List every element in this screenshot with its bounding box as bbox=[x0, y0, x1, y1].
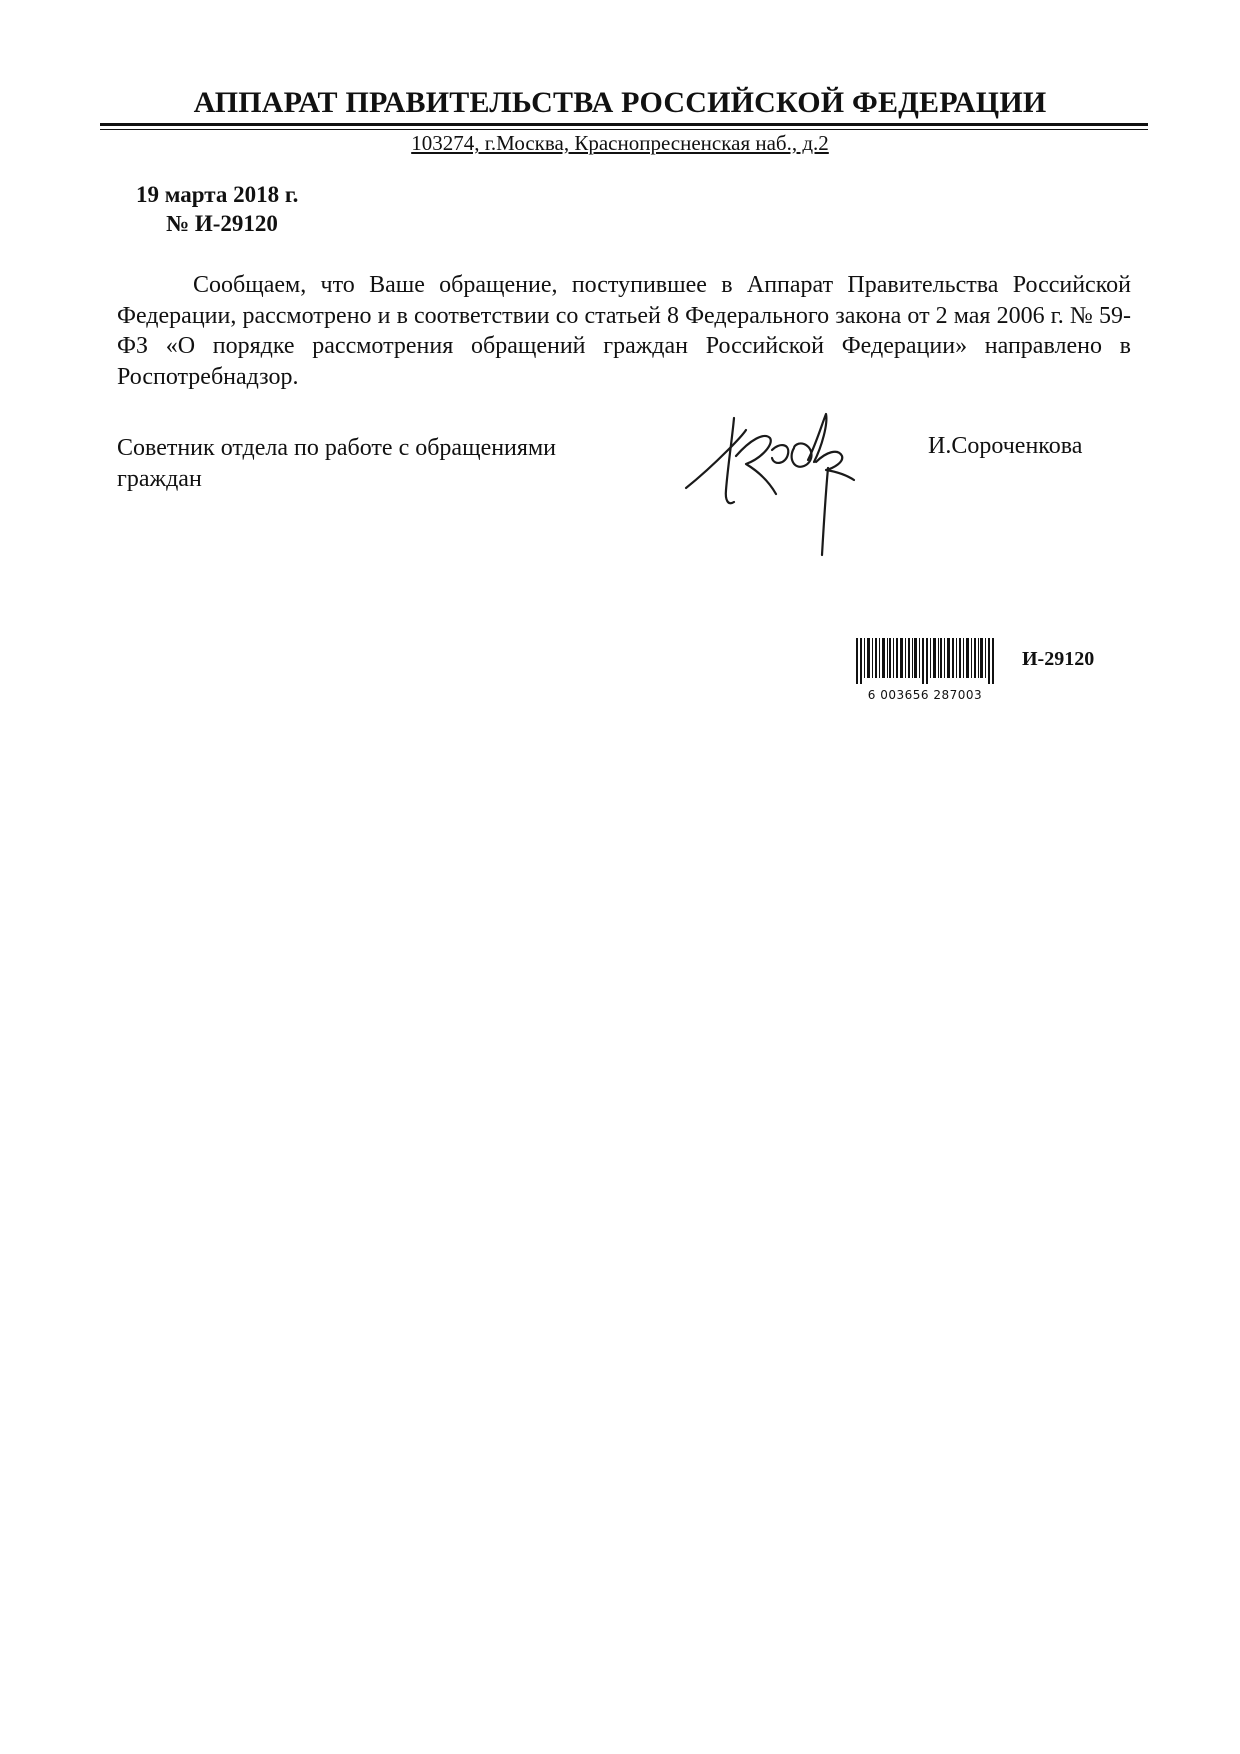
barcode-digits: 6 003656 287003 bbox=[867, 688, 983, 702]
barcode-code: И-29120 bbox=[1022, 648, 1095, 670]
header-rule-thick bbox=[100, 123, 1148, 126]
header-rule-thin bbox=[100, 129, 1148, 130]
document-date: 19 марта 2018 г. bbox=[136, 182, 299, 207]
organization-title: АППАРАТ ПРАВИТЕЛЬСТВА РОССИЙСКОЙ ФЕДЕРАЦИИ bbox=[193, 86, 1047, 119]
organization-address: 103274, г.Москва, Краснопресненская наб., д.2 bbox=[411, 131, 829, 155]
handwritten-signature bbox=[676, 410, 876, 560]
signer-name: И.Сороченкова bbox=[928, 433, 1083, 459]
body-paragraph: Сообщаем, что Ваше обращение, поступившее в Аппарат Правительства Российской Федерации, рассмотрено и в соответствии со статьей 8 Федерального закона от 2 мая 2006 г. № 59-ФЗ «О порядке рассмотрения обращений граждан Российской Федерации» направлено в Роспотребнадзор. bbox=[117, 272, 1131, 390]
signer-position: Советник отдела по работе с обращениями граждан bbox=[117, 435, 556, 492]
barcode-icon bbox=[856, 638, 994, 684]
document-number: № И-29120 bbox=[166, 211, 278, 236]
